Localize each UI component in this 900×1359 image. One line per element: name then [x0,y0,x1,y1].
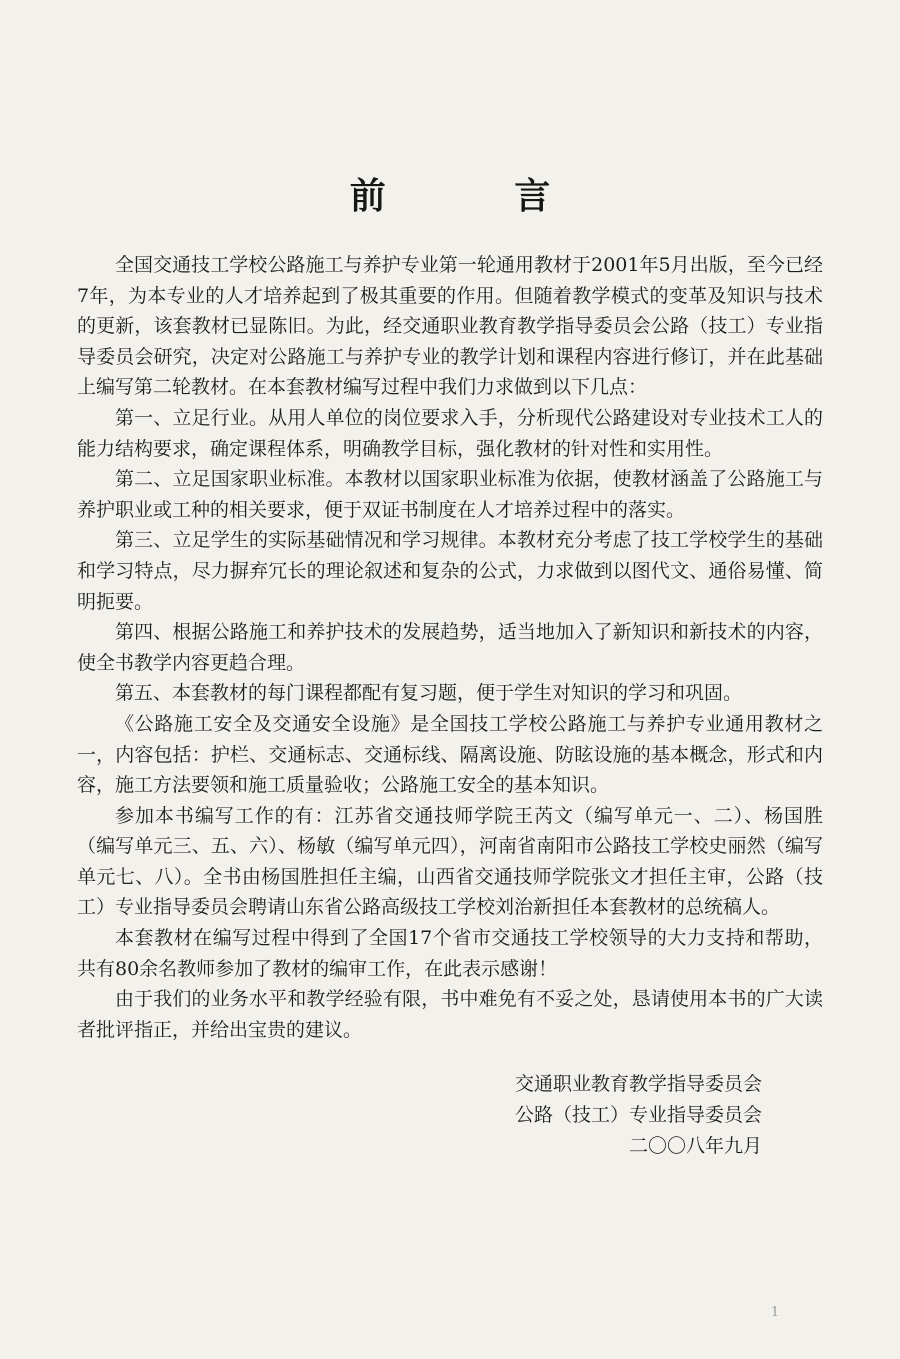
paragraph: 第三、立足学生的实际基础情况和学习规律。本教材充分考虑了技工学校学生的基础和学习特点，尽力摒弃冗长的理论叙述和复杂的公式，力求做到以图代文、通俗易懂、简明扼要。 [77,529,823,613]
paragraph: 参加本书编写工作的有：江苏省交通技师学院王芮文（编写单元一、二）、杨国胜（编写单元三、五、六）、杨敏（编写单元四），河南省南阳市公路技工学校史丽然（编写单元七、八）。全书由杨国胜担任主编，山西省交通技师学院张文才担任主审，公路（技工）专业指导委员会聘请山东省公路高级技工学校刘治新担任本套教材的总统稿人。 [77,804,823,919]
paragraph: 第四、根据公路施工和养护技术的发展趋势，适当地加入了新知识和新技术的内容，使全书教学内容更趋合理。 [77,621,823,674]
paragraph: 由于我们的业务水平和教学经验有限，书中难免有不妥之处，恳请使用本书的广大读者批评指正，并给出宝贵的建议。 [77,988,823,1041]
signature-block [470,1069,762,1162]
page-number: 1 [770,1305,780,1320]
paragraph: 第二、立足国家职业标准。本教材以国家职业标准为依据，使教材涵盖了公路施工与养护职业或工种的相关要求，便于双证书制度在人才培养过程中的落实。 [77,468,823,521]
paragraph: 第一、立足行业。从用人单位的岗位要求入手，分析现代公路建设对专业技术工人的能力结构要求，确定课程体系，明确教学目标，强化教材的针对性和实用性。 [77,406,823,460]
signature-org-2: 公路（技工）专业指导委员会 [514,1104,762,1126]
page-title: 前 言 [349,176,609,217]
paragraph: 第五、本套教材的每门课程都配有复习题，便于学生对知识的学习和巩固。 [115,682,743,705]
signature-date: 二〇〇八年九月 [628,1135,762,1157]
preface-body [77,250,823,1045]
paragraph: 本套教材在编写过程中得到了全国17个省市交通技工学校领导的大力支持和帮助，共有80余名教师参加了教材的编审工作，在此表示感谢！ [77,927,823,980]
paragraph: 全国交通技工学校公路施工与养护专业第一轮通用教材于2001年5月出版，至今已经7年，为本专业的人才培养起到了极其重要的作用。但随着教学模式的变革及知识与技术的更新，该套教材已显陈旧。为此，经交通职业教育教学指导委员会公路（技工）专业指导委员会研究，决定对公路施工与养护专业的教学计划和课程内容进行修订，并在此基础上编写第二轮教材。在本套教材编写过程中我们力求做到以下几点： [77,254,823,399]
paragraph: 《公路施工安全及交通安全设施》是全国技工学校公路施工与养护专业通用教材之一，内容包括：护栏、交通标志、交通标线、隔离设施、防眩设施的基本概念，形式和内容，施工方法要领和施工质量验收；公路施工安全的基本知识。 [77,712,823,797]
signature-org-1: 交通职业教育教学指导委员会 [514,1073,762,1095]
